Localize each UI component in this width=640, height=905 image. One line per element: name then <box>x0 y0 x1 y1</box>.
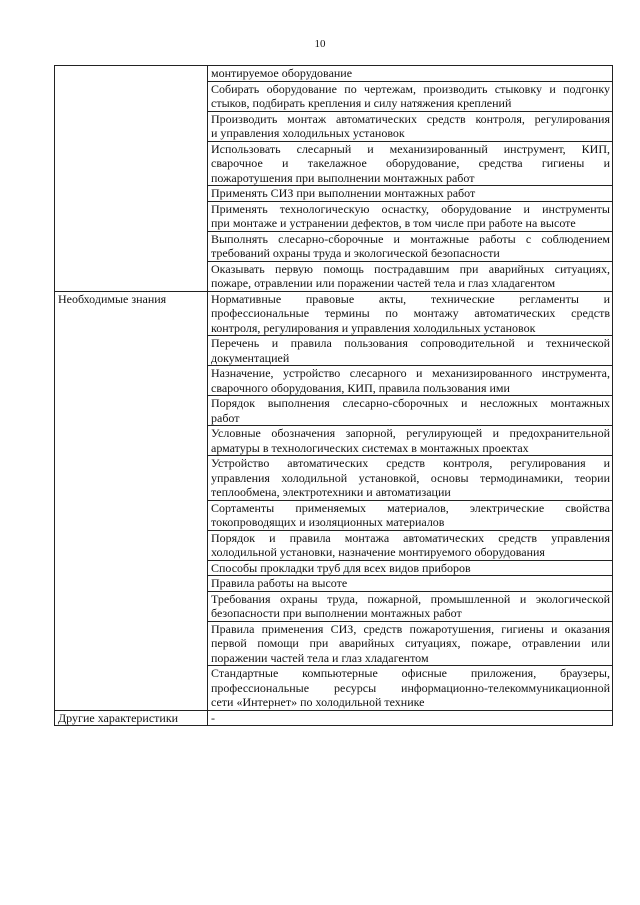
item-text-line: сети «Интернет» по холодильной технике <box>211 695 425 709</box>
requirements-table <box>54 65 613 726</box>
item-text-line: Стандартные компьютерные офисные приложения, браузеры, <box>211 666 610 680</box>
item-text-line: Устройство автоматических средств контроля, регулирования и <box>211 456 610 470</box>
item-text-line: Производить монтаж автоматических средств контроля, регулирования <box>211 111 610 126</box>
item-text-line: теплообмена, электротехники и автоматизации <box>211 485 451 499</box>
item-text-line: профессиональные ресурсы информационно-телекоммуникационной <box>211 680 610 695</box>
item-text-line: профессиональные термины по монтажу автоматических средств <box>211 306 610 320</box>
item-text-line: Правила применения СИЗ, средств пожаротушения, гигиены и оказания <box>211 621 610 636</box>
item-cell <box>208 261 613 291</box>
item-cell <box>208 231 613 261</box>
item-cell <box>208 291 613 336</box>
item-text-line: требований охраны труда и экологической безопасности <box>211 246 500 260</box>
item-cell <box>208 591 613 621</box>
item-cell <box>208 396 613 426</box>
item-text-line: Оказывать первую помощь пострадавшим при аварийных ситуациях, <box>211 261 610 276</box>
item-cell <box>208 426 613 456</box>
item-text-line: при монтаже и устранении дефектов, в том числе при работе на высоте <box>211 216 576 230</box>
table-row <box>55 291 613 336</box>
item-text-line: Нормативные правовые акты, технические регламенты и <box>211 291 610 306</box>
row-label <box>55 66 208 292</box>
item-cell <box>208 201 613 231</box>
item-cell <box>208 186 613 202</box>
item-text-line: безопасности при выполнении монтажных работ <box>211 606 462 620</box>
item-text-line: работ <box>211 410 240 425</box>
item-text-line: стыков, подбирать крепления и силу натяжения креплений <box>211 96 512 110</box>
item-text-line: поражении частей тела и глаз хладагентом <box>211 650 429 665</box>
item-text-line: - <box>211 710 215 725</box>
item-text-line: Правила работы на высоте <box>211 576 348 590</box>
item-text-line: управления холодильной установкой, основы термодинамики, теории <box>211 470 610 485</box>
item-text-line: сварочного оборудования, КИП, правила пользования ими <box>211 380 510 395</box>
item-cell <box>208 621 613 666</box>
item-text-line: токопроводящих и изоляционных материалов <box>211 515 445 529</box>
item-text-line: Перечень и правила пользования сопроводительной и технической <box>211 336 610 350</box>
item-text-line: сварочное и такелажное оборудование, средства гигиены и <box>211 156 610 170</box>
item-text-line: Использовать слесарный и механизированный инструмент, КИП, <box>211 141 610 156</box>
item-text-line: Назначение, устройство слесарного и механизированного инструмента, <box>211 366 610 380</box>
item-text-line: монтируемое оборудование <box>211 66 353 80</box>
row-label: Необходимые знания <box>55 291 208 710</box>
item-text-line: Требования охраны труда, пожарной, промышленной и экологической <box>211 591 610 606</box>
item-text-line: Порядок и правила монтажа автоматических средств управления <box>211 530 610 545</box>
item-cell <box>208 81 613 111</box>
item-text-line: первой помощи при аварийных ситуациях, пожаре, отравлении или <box>211 636 610 650</box>
item-text-line: Применять СИЗ при выполнении монтажных работ <box>211 186 476 200</box>
item-text-line: Сортаменты применяемых материалов, электрические свойства <box>211 500 610 515</box>
item-cell <box>208 530 613 560</box>
row-label: Другие характеристики <box>55 710 208 726</box>
item-text-line: Способы прокладки труб для всех видов приборов <box>211 560 471 575</box>
table-row <box>55 66 613 82</box>
table-row <box>55 710 613 726</box>
item-cell <box>208 336 613 366</box>
item-text-line: пожаротушения при выполнении монтажных работ <box>211 170 475 185</box>
item-cell <box>208 66 613 82</box>
item-text-line: арматуры в технологических системах в монтажных проектах <box>211 440 529 455</box>
item-text-line: контроля, регулирования и управления холодильных установок <box>211 320 536 335</box>
item-cell <box>208 500 613 530</box>
item-text-line: пожаре, отравлении или поражении частей тела и глаз хладагентом <box>211 276 556 290</box>
item-cell <box>208 560 613 576</box>
item-text-line: документацией <box>211 350 290 365</box>
item-cell <box>208 666 613 711</box>
item-text-line: холодильной установки, назначение монтируемого оборудования <box>211 545 545 559</box>
item-cell <box>208 576 613 592</box>
item-cell <box>208 111 613 141</box>
page-number: 10 <box>314 38 326 50</box>
item-text-line: Выполнять слесарно-сборочные и монтажные работы с соблюдением <box>211 231 610 246</box>
item-cell <box>208 456 613 501</box>
item-text-line: Применять технологическую оснастку, оборудование и инструменты <box>211 201 610 216</box>
item-cell <box>208 710 613 726</box>
item-text-line: Условные обозначения запорной, регулирующей и предохранительной <box>211 426 610 440</box>
item-text-line: и управления холодильных установок <box>211 126 405 140</box>
item-cell <box>208 366 613 396</box>
item-text-line: Собирать оборудование по чертежам, производить стыковку и подгонку <box>211 81 610 96</box>
item-cell <box>208 141 613 186</box>
item-text-line: Порядок выполнения слесарно-сборочных и несложных монтажных <box>211 396 610 410</box>
